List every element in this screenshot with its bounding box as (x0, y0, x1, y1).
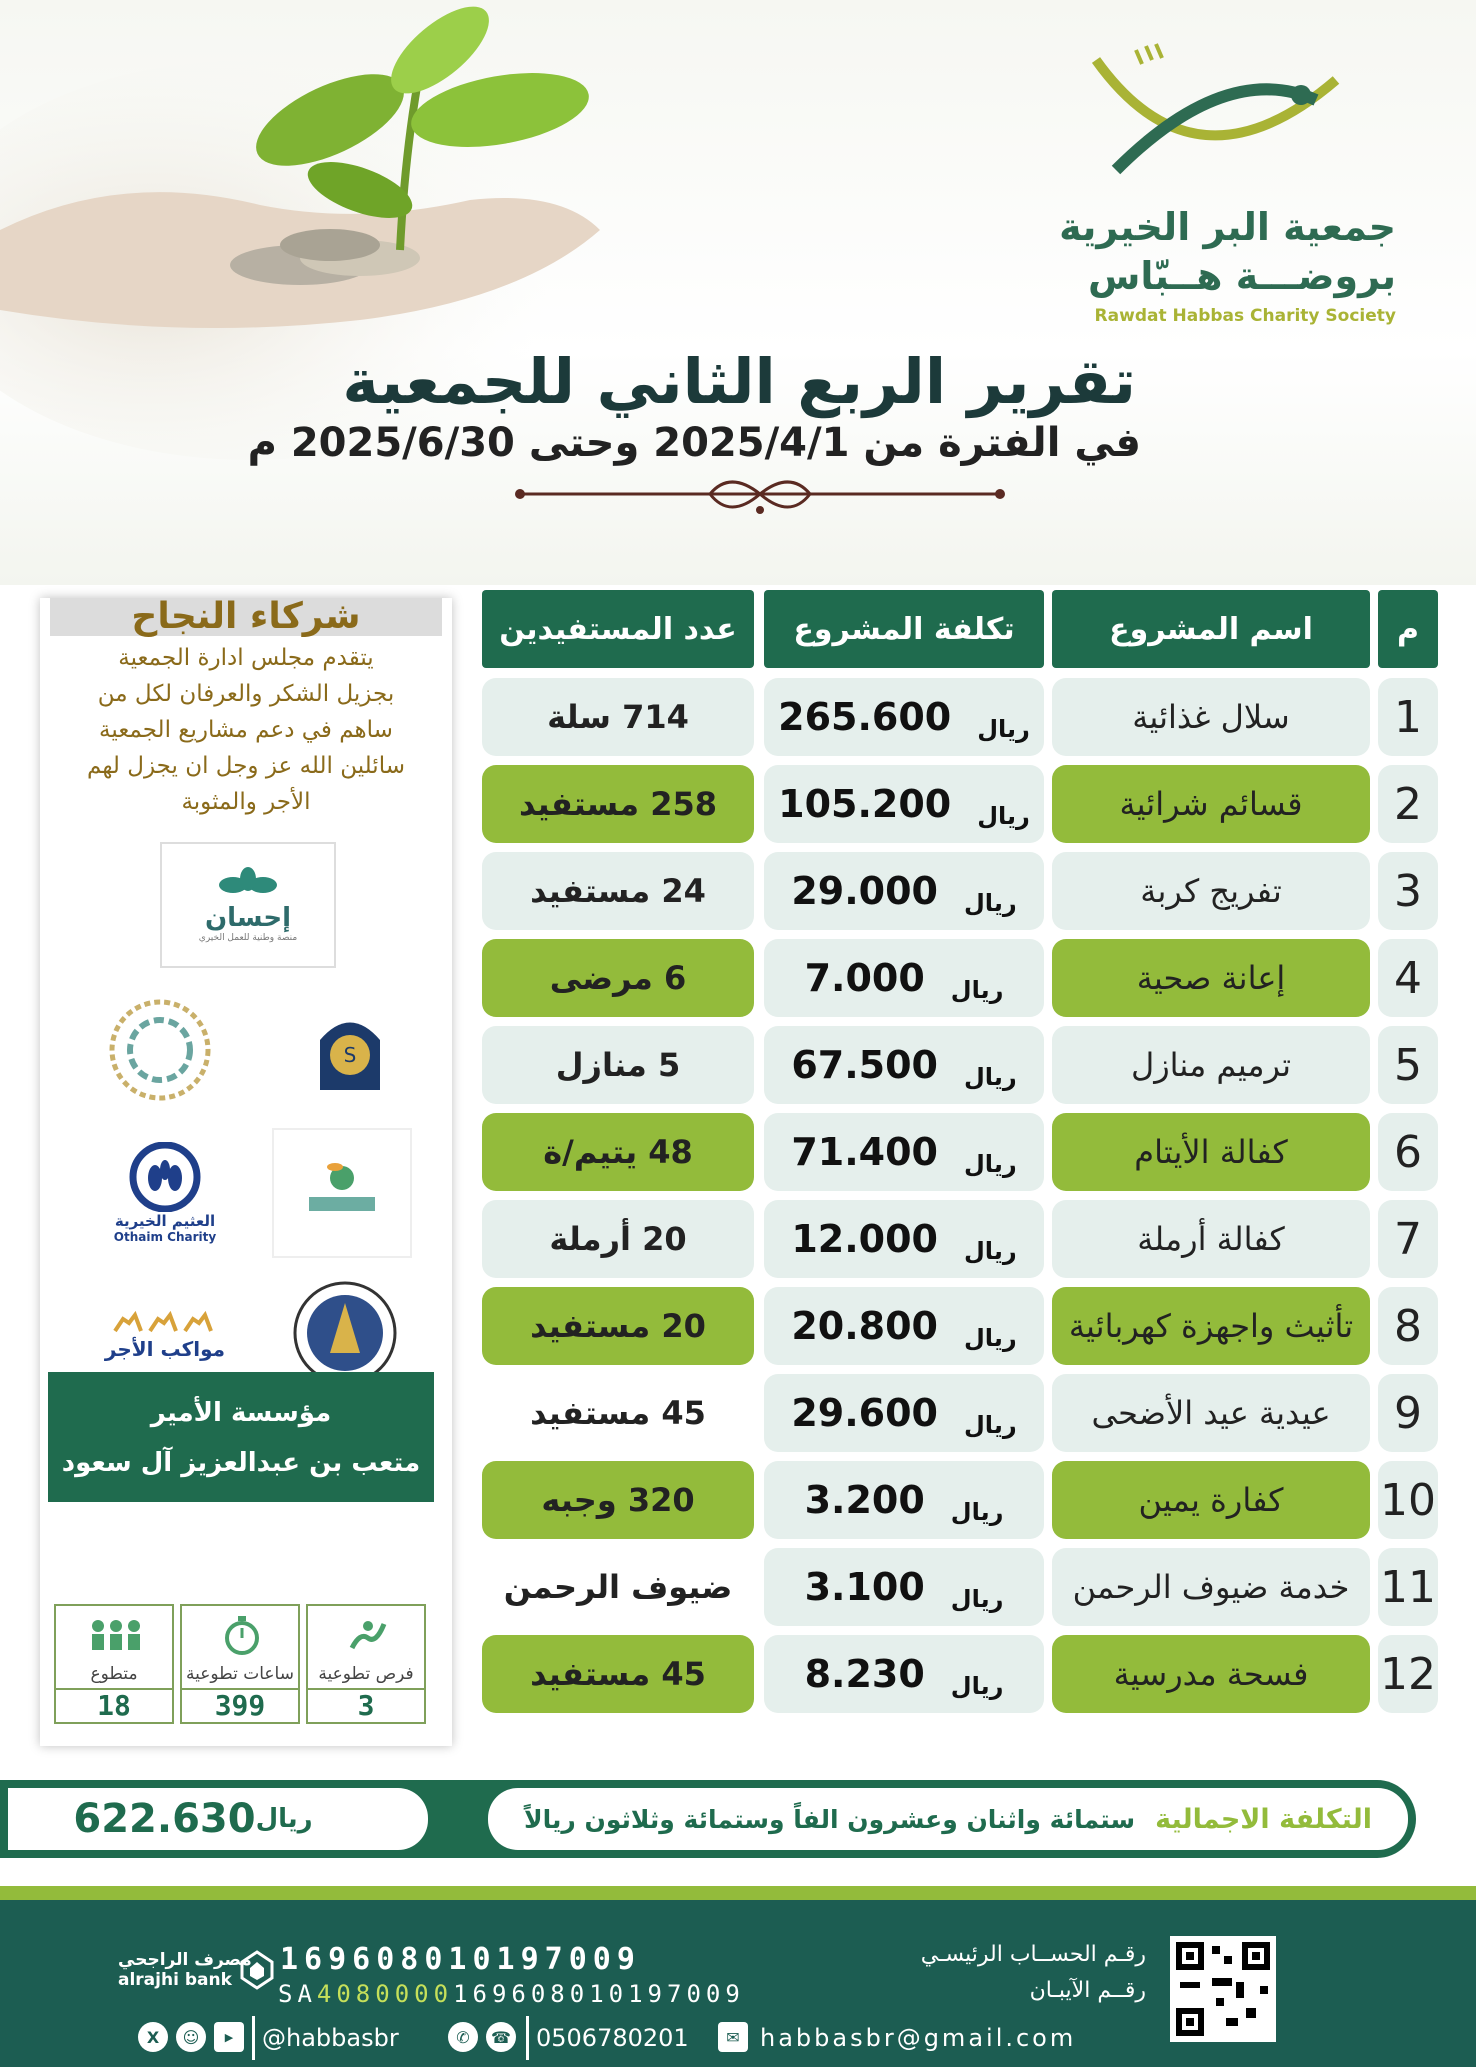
row-number: 5 (1378, 1026, 1438, 1104)
row-cost-currency: ريال (963, 889, 1017, 917)
row-beneficiaries: 45 مستفيد (482, 1374, 754, 1452)
row-beneficiaries: 24 مستفيد (482, 852, 754, 930)
row-beneficiaries: 5 منازل (482, 1026, 754, 1104)
row-cost-currency: ريال (963, 1150, 1017, 1178)
row-number: 2 (1378, 765, 1438, 843)
row-cost-currency: ريال (950, 1498, 1004, 1526)
row-cost-currency: ريال (977, 802, 1030, 830)
row-beneficiaries: 20 أرملة (482, 1200, 754, 1278)
row-cost-value: 20.800 (791, 1304, 938, 1348)
row-number: 11 (1378, 1548, 1438, 1626)
row-cost (764, 1287, 1044, 1365)
iban-number[interactable] (278, 1980, 745, 2008)
volunteer-icon (346, 1614, 390, 1658)
ehsan-label: إحسان (204, 903, 292, 933)
org-name-line2: بروضـــة هــبّاس (1087, 254, 1396, 298)
rajhi-foundation-icon (300, 1000, 400, 1100)
row-cost (764, 678, 1044, 756)
row-project-name: خدمة ضيوف الرحمن (1052, 1548, 1370, 1626)
row-cost-value: 67.500 (791, 1043, 938, 1087)
sponsor-box (48, 1372, 434, 1502)
partners-text-line: سائلين الله عز وجل ان يجزل لهم (87, 753, 405, 779)
row-cost-value: 12.000 (791, 1217, 938, 1261)
row-cost-value: 105.200 (778, 782, 952, 826)
total-currency: ريال (255, 1804, 313, 1834)
row-number: 12 (1378, 1635, 1438, 1713)
total-amount-box (8, 1788, 428, 1850)
sponsor-line2: متعب بن عبدالعزيز آل سعود (61, 1448, 421, 1478)
svg-text:S: S (343, 1043, 357, 1067)
stat-value: 18 (56, 1688, 172, 1722)
partners-panel (40, 598, 452, 1746)
row-project-name: كفارة يمين (1052, 1461, 1370, 1539)
ehsan-logo (160, 842, 336, 968)
row-project-name: كفالة الأيتام (1052, 1113, 1370, 1191)
row-cost-value: 29.000 (791, 869, 938, 913)
stat-label: متطوع (90, 1664, 138, 1684)
iban-rest: 169608010197009 (453, 1980, 745, 2008)
iban-prefix: SA (278, 1980, 317, 2008)
row-cost (764, 1635, 1044, 1713)
stat-volunteer-hours (180, 1604, 300, 1724)
row-project-name: تأثيث واجهزة كهربائية (1052, 1287, 1370, 1365)
phone-number[interactable]: 0506780201 (536, 2024, 689, 2052)
othaim-label-en: Othaim Charity (113, 1230, 217, 1244)
email-icon[interactable]: ✉ (718, 2022, 748, 2052)
row-cost-value: 29.600 (791, 1391, 938, 1435)
row-project-name: سلال غذائية (1052, 678, 1370, 756)
partners-text-line: بجزيل الشكر والعرفان لكل من (97, 681, 395, 707)
partners-text (40, 640, 452, 820)
qr-code-icon (1176, 1942, 1270, 2036)
org-name-line1: جمعية البر الخيرية (1059, 205, 1396, 249)
row-cost-currency: ريال (950, 1672, 1004, 1700)
row-cost-currency: ريال (950, 976, 1004, 1004)
row-cost-value: 8.230 (804, 1652, 925, 1696)
row-cost-currency: ريال (963, 1063, 1017, 1091)
row-number: 8 (1378, 1287, 1438, 1365)
social-handle[interactable]: @habbasbr (262, 2024, 399, 2052)
snapchat-icon[interactable]: ☺ (176, 2022, 206, 2052)
total-words: ستمائة واثنان وعشرون الفاً وستمائة وثلاثون ريالاً (524, 1804, 1136, 1834)
col-header-index: م (1378, 590, 1438, 668)
row-cost-value: 265.600 (778, 695, 952, 739)
association-logo (272, 1128, 412, 1258)
col-header-cost: تكلفة المشروع (764, 590, 1044, 668)
total-bar (0, 1780, 1416, 1858)
logo-mark-icon (1076, 40, 1356, 190)
row-number: 4 (1378, 939, 1438, 1017)
row-beneficiaries: 258 مستفيد (482, 765, 754, 843)
row-beneficiaries: 45 مستفيد (482, 1635, 754, 1713)
row-beneficiaries: 20 مستفيد (482, 1287, 754, 1365)
row-project-name: إعانة صحية (1052, 939, 1370, 1017)
x-icon[interactable]: X (138, 2022, 168, 2052)
stat-value: 3 (308, 1688, 424, 1722)
calligraphy-logo (100, 990, 220, 1110)
partners-text-line: ساهم في دعم مشاريع الجمعية (99, 717, 393, 743)
footer-separator (526, 2016, 529, 2060)
row-cost-currency: ريال (963, 1237, 1017, 1265)
partners-text-line: يتقدم مجلس ادارة الجمعية (118, 645, 374, 671)
calligraphy-icon (105, 995, 215, 1105)
footer-stripe (0, 1886, 1476, 1900)
bank-emblem-icon (240, 1950, 274, 1990)
whatsapp-icon[interactable]: ✆ (448, 2022, 478, 2052)
stat-label: فرص تطوعية (318, 1664, 414, 1684)
row-beneficiaries: 320 وجبه (482, 1461, 754, 1539)
account-number[interactable]: 169608010197009 (280, 1942, 641, 1977)
row-cost (764, 1461, 1044, 1539)
mawakib-label: مواكب الأجر (104, 1337, 226, 1361)
othaim-icon (125, 1142, 205, 1212)
org-logo (1059, 40, 1396, 330)
stat-label: ساعات تطوعية (185, 1664, 294, 1684)
row-beneficiaries: ضيوف الرحمن (482, 1548, 754, 1626)
row-cost-currency: ريال (977, 715, 1030, 743)
row-number: 1 (1378, 678, 1438, 756)
row-beneficiaries: 6 مرضى (482, 939, 754, 1017)
account-label: رقـم الحســاب الرئيسـي (920, 1942, 1146, 1967)
bank-name-en: alrajhi bank (118, 1970, 232, 1990)
row-cost (764, 1200, 1044, 1278)
row-cost (764, 1026, 1044, 1104)
row-cost-currency: ريال (963, 1411, 1017, 1439)
stopwatch-icon (220, 1614, 264, 1658)
row-cost (764, 1113, 1044, 1191)
row-beneficiaries: 714 سلة (482, 678, 754, 756)
mawakib-logo (100, 1276, 230, 1386)
col-header-beneficiaries: عدد المستفيدين (482, 590, 754, 668)
footer-separator (252, 2016, 255, 2060)
stat-volunteers (54, 1604, 174, 1724)
stat-volunteer-opportunities (306, 1604, 426, 1724)
total-amount: 622.630 (73, 1796, 256, 1842)
row-number: 9 (1378, 1374, 1438, 1452)
row-beneficiaries: 48 يتيم/ة (482, 1113, 754, 1191)
row-number: 3 (1378, 852, 1438, 930)
camel-caravan-icon (110, 1301, 220, 1337)
ornament-divider (510, 470, 1010, 530)
partners-title: شركاء النجاح (50, 598, 442, 636)
rajhi-foundation-logo (290, 990, 410, 1110)
row-cost-value: 3.200 (804, 1478, 925, 1522)
hero-section (0, 0, 1476, 585)
report-title: تقرير الربع الثاني للجمعية (342, 345, 1136, 418)
row-cost (764, 852, 1044, 930)
row-project-name: عيدية عيد الأضحى (1052, 1374, 1370, 1452)
bank-logo (118, 1950, 252, 1990)
stat-value: 399 (182, 1688, 298, 1722)
org-name-en: Rawdat Habbas Charity Society (1094, 306, 1396, 326)
row-cost-currency: ريال (950, 1585, 1004, 1613)
total-label: التكلفة الاجمالية (1155, 1803, 1373, 1835)
phone-icon[interactable]: ☎ (486, 2022, 516, 2052)
row-number: 6 (1378, 1113, 1438, 1191)
row-project-name: كفالة أرملة (1052, 1200, 1370, 1278)
people-icon (86, 1614, 146, 1658)
total-words-box (488, 1788, 1408, 1850)
row-cost (764, 1374, 1044, 1452)
row-cost-currency: ريال (963, 1324, 1017, 1352)
row-cost (764, 1548, 1044, 1626)
row-number: 10 (1378, 1461, 1438, 1539)
partners-text-line: الأجر والمثوبة (181, 789, 311, 815)
othaim-logo (100, 1128, 230, 1258)
email-address[interactable]: habbasbr@gmail.com (760, 2024, 1077, 2052)
row-project-name: تفريج كربة (1052, 852, 1370, 930)
bank-name-ar: مصرف الراجحي (118, 1950, 252, 1970)
row-cost-value: 7.000 (804, 956, 925, 1000)
row-cost-value: 3.100 (804, 1565, 925, 1609)
report-period: في الفترة من 2025/4/1 وحتى 2025/6/30 م (247, 420, 1141, 466)
iban-label: رقــم الآيبـان (1029, 1978, 1146, 2003)
othaim-label-ar: العثيم الخيرية (114, 1212, 216, 1230)
row-number: 7 (1378, 1200, 1438, 1278)
iban-highlight: 4080000 (316, 1980, 454, 2008)
association-icon (297, 1153, 387, 1233)
sponsor-line1: مؤسسة الأمير (150, 1398, 332, 1428)
ehsan-leaf-icon (213, 867, 283, 903)
col-header-name: اسم المشروع (1052, 590, 1370, 668)
row-project-name: قسائم شرائية (1052, 765, 1370, 843)
row-cost-value: 71.400 (791, 1130, 938, 1174)
ehsan-sub: منصة وطنية للعمل الخيري (198, 933, 298, 943)
row-cost (764, 939, 1044, 1017)
qr-code[interactable] (1170, 1936, 1276, 2042)
row-project-name: ترميم منازل (1052, 1026, 1370, 1104)
row-project-name: فسحة مدرسية (1052, 1635, 1370, 1713)
youtube-icon[interactable]: ▶ (214, 2022, 244, 2052)
row-cost (764, 765, 1044, 843)
